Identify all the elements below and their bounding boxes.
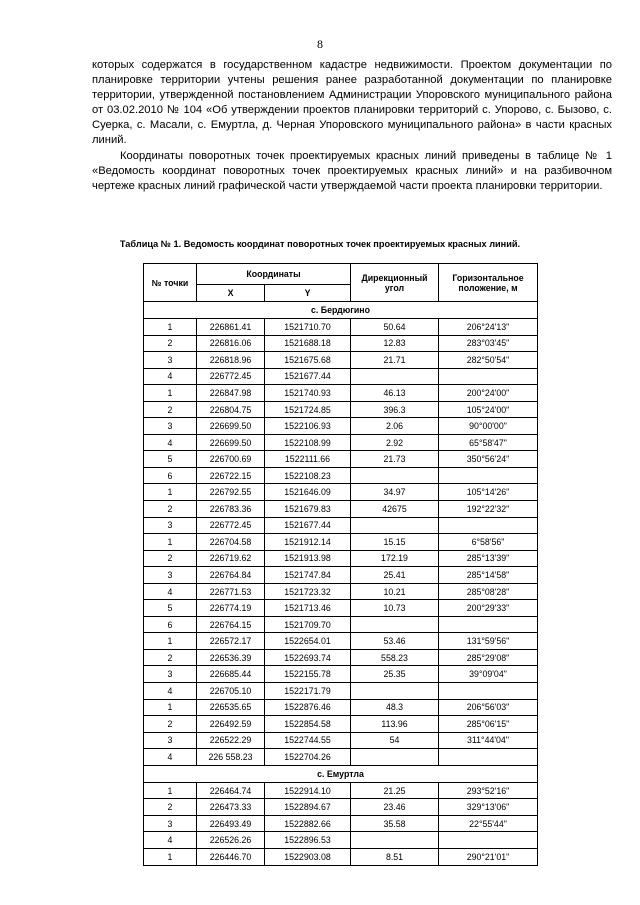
section-row xyxy=(144,765,538,782)
point-number: 3 xyxy=(144,666,197,683)
point-number: 3 xyxy=(144,517,197,534)
point-number: 3 xyxy=(144,732,197,749)
table-row xyxy=(144,666,538,683)
x-coordinate: 226446.70 xyxy=(197,848,265,865)
horizontal-position xyxy=(439,749,538,766)
header-bearing: Дирекционный угол xyxy=(351,264,439,302)
point-number: 1 xyxy=(144,319,197,336)
x-coordinate: 226816.06 xyxy=(197,335,265,352)
horizontal-position: 90°00'00" xyxy=(439,418,538,435)
table-row xyxy=(144,401,538,418)
point-number: 2 xyxy=(144,649,197,666)
paragraph-2 xyxy=(92,149,612,194)
header-y: Y xyxy=(265,285,351,302)
y-coordinate: 1522171.79 xyxy=(265,683,351,700)
point-number: 4 xyxy=(144,583,197,600)
y-coordinate: 1522876.46 xyxy=(265,699,351,716)
horizontal-position xyxy=(439,832,538,849)
horizontal-position: 206°24'13" xyxy=(439,319,538,336)
y-coordinate: 1521677.44 xyxy=(265,517,351,534)
bearing-angle: 21.25 xyxy=(351,782,439,799)
x-coordinate: 226536.39 xyxy=(197,649,265,666)
x-coordinate: 226764.15 xyxy=(197,616,265,633)
bearing-angle: 48.3 xyxy=(351,699,439,716)
text-line: Масали, с. Емуртла, д. Черная Упоровского муниципального района» в части xyxy=(149,119,565,132)
point-number: 6 xyxy=(144,467,197,484)
point-number: 1 xyxy=(144,534,197,551)
bearing-angle: 2.92 xyxy=(351,434,439,451)
horizontal-position: 285°06'15" xyxy=(439,716,538,733)
point-number: 5 xyxy=(144,600,197,617)
table-row xyxy=(144,782,538,799)
bearing-angle: 21.71 xyxy=(351,352,439,369)
point-number: 2 xyxy=(144,501,197,518)
point-number: 3 xyxy=(144,815,197,832)
point-number: 1 xyxy=(144,782,197,799)
x-coordinate: 226772.45 xyxy=(197,517,265,534)
point-number: 1 xyxy=(144,484,197,501)
header-horizontal: Горизонтальное положение, м xyxy=(439,264,538,302)
bearing-angle: 113.96 xyxy=(351,716,439,733)
horizontal-position: 285°13'39" xyxy=(439,550,538,567)
point-number: 4 xyxy=(144,683,197,700)
header-x: X xyxy=(197,285,265,302)
y-coordinate: 1522108.23 xyxy=(265,467,351,484)
bearing-angle: 50.64 xyxy=(351,319,439,336)
x-coordinate: 226464.74 xyxy=(197,782,265,799)
bearing-angle xyxy=(351,832,439,849)
x-coordinate: 226818.96 xyxy=(197,352,265,369)
point-number: 1 xyxy=(144,699,197,716)
table-row xyxy=(144,319,538,336)
point-number: 4 xyxy=(144,434,197,451)
table-row xyxy=(144,368,538,385)
header-coordinates: Координаты xyxy=(197,264,351,285)
bearing-angle: 54 xyxy=(351,732,439,749)
section-name: с. Емуртла xyxy=(144,765,538,782)
table-row xyxy=(144,848,538,865)
table-row xyxy=(144,649,538,666)
table-row xyxy=(144,600,538,617)
bearing-angle: 21.73 xyxy=(351,451,439,468)
horizontal-position: 206°56'03" xyxy=(439,699,538,716)
y-coordinate: 1522693.74 xyxy=(265,649,351,666)
table-row xyxy=(144,583,538,600)
y-coordinate: 1522744.55 xyxy=(265,732,351,749)
text-line: документации по планировке территории учтены решения ранее разработанной xyxy=(92,59,612,87)
table-row xyxy=(144,335,538,352)
x-coordinate: 226792.55 xyxy=(197,484,265,501)
y-coordinate: 1521675.68 xyxy=(265,352,351,369)
table-row xyxy=(144,799,538,816)
y-coordinate: 1521747.84 xyxy=(265,567,351,584)
y-coordinate: 1522896.53 xyxy=(265,832,351,849)
text-line: Координаты поворотных точек проектируемых красных линий приведены в xyxy=(120,149,532,162)
point-number: 4 xyxy=(144,368,197,385)
point-number: 2 xyxy=(144,550,197,567)
horizontal-position: 290°21'01" xyxy=(439,848,538,865)
bearing-angle: 15.15 xyxy=(351,534,439,551)
y-coordinate: 1521723.32 xyxy=(265,583,351,600)
horizontal-position: 200°24'00" xyxy=(439,385,538,402)
horizontal-position: 65°58'47" xyxy=(439,434,538,451)
bearing-angle: 12.83 xyxy=(351,335,439,352)
text-line: утверждении проектов планировки территорий с. Упорово, с. Бызово, с. Суерка, с. xyxy=(92,104,612,132)
x-coordinate: 226719.62 xyxy=(197,550,265,567)
x-coordinate: 226772.45 xyxy=(197,368,265,385)
y-coordinate: 1522903.08 xyxy=(265,848,351,865)
text-line: таблице № 1 «Ведомость координат поворотных точек проектируемых красных xyxy=(92,149,612,177)
point-number: 2 xyxy=(144,799,197,816)
table-row xyxy=(144,749,538,766)
x-coordinate: 226493.49 xyxy=(197,815,265,832)
section-name: с. Бердюгино xyxy=(144,302,538,319)
horizontal-position xyxy=(439,616,538,633)
y-coordinate: 1521912.14 xyxy=(265,534,351,551)
table-row xyxy=(144,699,538,716)
table-row xyxy=(144,832,538,849)
table-row xyxy=(144,451,538,468)
bearing-angle: 23.46 xyxy=(351,799,439,816)
y-coordinate: 1522155.78 xyxy=(265,666,351,683)
horizontal-position: 311°44'04" xyxy=(439,732,538,749)
y-coordinate: 1522894.67 xyxy=(265,799,351,816)
x-coordinate: 226722.15 xyxy=(197,467,265,484)
text-line: части проекта планировки территории. xyxy=(399,179,603,192)
table-row xyxy=(144,534,538,551)
horizontal-position: 22°55'44" xyxy=(439,815,538,832)
table-row xyxy=(144,501,538,518)
point-number: 2 xyxy=(144,716,197,733)
table-row xyxy=(144,434,538,451)
point-number: 3 xyxy=(144,418,197,435)
bearing-angle: 34.97 xyxy=(351,484,439,501)
bearing-angle xyxy=(351,467,439,484)
bearing-angle: 396.3 xyxy=(351,401,439,418)
bearing-angle: 558.23 xyxy=(351,649,439,666)
point-number: 4 xyxy=(144,749,197,766)
table-row xyxy=(144,815,538,832)
horizontal-position: 282°50'54" xyxy=(439,352,538,369)
horizontal-position: 293°52'16" xyxy=(439,782,538,799)
paragraph-1 xyxy=(92,58,612,149)
x-coordinate: 226774.19 xyxy=(197,600,265,617)
bearing-angle xyxy=(351,616,439,633)
horizontal-position: 350°56'24" xyxy=(439,451,538,468)
horizontal-position xyxy=(439,683,538,700)
x-coordinate: 226699.50 xyxy=(197,434,265,451)
y-coordinate: 1522882.66 xyxy=(265,815,351,832)
table-row xyxy=(144,550,538,567)
y-coordinate: 1521688.18 xyxy=(265,335,351,352)
table-row xyxy=(144,352,538,369)
horizontal-position xyxy=(439,368,538,385)
horizontal-position: 192°22'32" xyxy=(439,501,538,518)
x-coordinate: 226705.10 xyxy=(197,683,265,700)
x-coordinate: 226700.69 xyxy=(197,451,265,468)
y-coordinate: 1521709.70 xyxy=(265,616,351,633)
page-number: 8 xyxy=(317,37,323,51)
bearing-angle: 172.19 xyxy=(351,550,439,567)
y-coordinate: 1522106.93 xyxy=(265,418,351,435)
y-coordinate: 1521740.93 xyxy=(265,385,351,402)
horizontal-position: 105°14'26" xyxy=(439,484,538,501)
horizontal-position: 329°13'06" xyxy=(439,799,538,816)
x-coordinate: 226 558.23 xyxy=(197,749,265,766)
y-coordinate: 1521679.83 xyxy=(265,501,351,518)
text-line: которых содержатся в государственном кадастре недвижимости. Проектом xyxy=(92,59,512,71)
table-row xyxy=(144,567,538,584)
table-row xyxy=(144,683,538,700)
text-line: Администрации Упоровского муниципального района от 03.02.2010 № 104 «Об xyxy=(92,89,612,117)
x-coordinate: 226492.59 xyxy=(197,716,265,733)
y-coordinate: 1522654.01 xyxy=(265,633,351,650)
bearing-angle xyxy=(351,517,439,534)
point-number: 1 xyxy=(144,848,197,865)
x-coordinate: 226526.26 xyxy=(197,832,265,849)
y-coordinate: 1522854.58 xyxy=(265,716,351,733)
x-coordinate: 226572.17 xyxy=(197,633,265,650)
bearing-angle: 53.46 xyxy=(351,633,439,650)
point-number: 4 xyxy=(144,832,197,849)
point-number: 2 xyxy=(144,401,197,418)
horizontal-position: 39°09'04" xyxy=(439,666,538,683)
y-coordinate: 1522108.99 xyxy=(265,434,351,451)
y-coordinate: 1522914.10 xyxy=(265,782,351,799)
horizontal-position: 6°58'56" xyxy=(439,534,538,551)
table-row xyxy=(144,633,538,650)
bearing-angle xyxy=(351,368,439,385)
y-coordinate: 1521724.85 xyxy=(265,401,351,418)
point-number: 3 xyxy=(144,352,197,369)
horizontal-position: 285°08'28" xyxy=(439,583,538,600)
y-coordinate: 1522111.66 xyxy=(265,451,351,468)
horizontal-position: 131°59'56" xyxy=(439,633,538,650)
x-coordinate: 226861.41 xyxy=(197,319,265,336)
table-row xyxy=(144,385,538,402)
x-coordinate: 226771.53 xyxy=(197,583,265,600)
text-line: красных линий. xyxy=(92,119,613,147)
table-row xyxy=(144,716,538,733)
bearing-angle: 10.73 xyxy=(351,600,439,617)
point-number: 1 xyxy=(144,633,197,650)
horizontal-position: 285°14'58" xyxy=(439,567,538,584)
point-number: 3 xyxy=(144,567,197,584)
bearing-angle: 10.21 xyxy=(351,583,439,600)
bearing-angle: 25.35 xyxy=(351,666,439,683)
bearing-angle xyxy=(351,749,439,766)
horizontal-position xyxy=(439,517,538,534)
text-line: документации по планировке территории, утвержденной постановлением xyxy=(92,74,613,102)
x-coordinate: 226804.75 xyxy=(197,401,265,418)
bearing-angle: 25.41 xyxy=(351,567,439,584)
point-number: 6 xyxy=(144,616,197,633)
bearing-angle: 35.58 xyxy=(351,815,439,832)
x-coordinate: 226783.36 xyxy=(197,501,265,518)
point-number: 2 xyxy=(144,335,197,352)
x-coordinate: 226699.50 xyxy=(197,418,265,435)
x-coordinate: 226473.33 xyxy=(197,799,265,816)
y-coordinate: 1522704.26 xyxy=(265,749,351,766)
y-coordinate: 1521913.98 xyxy=(265,550,351,567)
table-body xyxy=(144,302,538,866)
horizontal-position: 283°03'45" xyxy=(439,335,538,352)
header-point-no: № точки xyxy=(144,264,197,302)
x-coordinate: 226847.98 xyxy=(197,385,265,402)
table-row xyxy=(144,467,538,484)
x-coordinate: 226535.65 xyxy=(197,699,265,716)
horizontal-position xyxy=(439,467,538,484)
y-coordinate: 1521713.46 xyxy=(265,600,351,617)
horizontal-position: 105°24'00" xyxy=(439,401,538,418)
table-row xyxy=(144,616,538,633)
x-coordinate: 226764.84 xyxy=(197,567,265,584)
point-number: 5 xyxy=(144,451,197,468)
table-row xyxy=(144,418,538,435)
bearing-angle xyxy=(351,683,439,700)
bearing-angle: 46.13 xyxy=(351,385,439,402)
table-caption: Таблица № 1. Ведомость координат поворотных точек проектируемых красных линий. xyxy=(119,239,521,249)
text-line: линий» и на разбивочном чертеже красных линий графической части утверждаемой xyxy=(92,164,613,192)
x-coordinate: 226704.58 xyxy=(197,534,265,551)
table-row xyxy=(144,517,538,534)
table-row xyxy=(144,732,538,749)
bearing-angle: 8.51 xyxy=(351,848,439,865)
bearing-angle: 42675 xyxy=(351,501,439,518)
x-coordinate: 226522.29 xyxy=(197,732,265,749)
y-coordinate: 1521646.09 xyxy=(265,484,351,501)
horizontal-position: 285°29'08" xyxy=(439,649,538,666)
section-row xyxy=(144,302,538,319)
horizontal-position: 200°29'33" xyxy=(439,600,538,617)
point-number: 1 xyxy=(144,385,197,402)
y-coordinate: 1521677.44 xyxy=(265,368,351,385)
body-text xyxy=(92,58,612,194)
y-coordinate: 1521710.70 xyxy=(265,319,351,336)
x-coordinate: 226685.44 xyxy=(197,666,265,683)
bearing-angle: 2.06 xyxy=(351,418,439,435)
table-row xyxy=(144,484,538,501)
coordinates-table xyxy=(143,263,538,866)
